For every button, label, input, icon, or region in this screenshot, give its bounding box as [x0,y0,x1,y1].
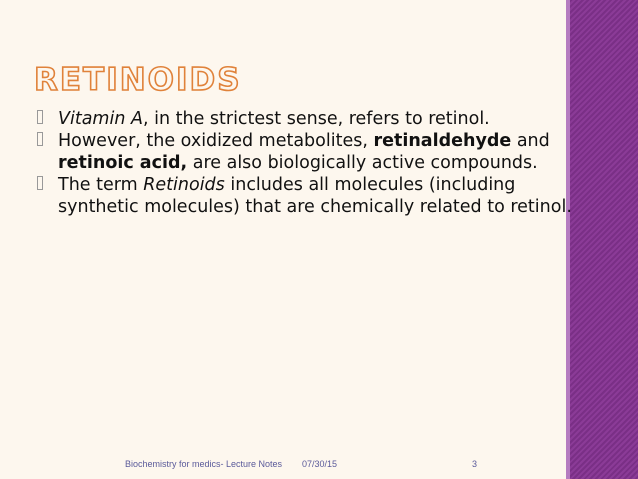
bullet-text-segment: However, the oxidized metabolites, [58,131,374,151]
bullet-marker-icon [37,110,43,124]
bullet-list [34,108,594,218]
decorative-sidebar [570,0,638,479]
bullet-text-segment: Retinoids [143,175,225,195]
bullet-item [34,108,594,130]
bullet-text-segment: , in the strictest sense, refers to retinol. [142,109,490,129]
bullet-item [34,130,594,174]
footer-page-number: 3 [472,459,478,469]
bullet-text-segment: are also biologically active compounds. [187,153,538,173]
footer-date: 07/30/15 [302,459,338,469]
bullet-marker-icon [37,176,43,190]
bullet-text-segment: and [511,131,550,151]
bullet-text-segment: retinoic acid, [58,153,188,173]
slide-title: RETINOIDS [34,62,242,98]
bullet-text-segment: Vitamin A [58,109,143,129]
bullet-marker-icon [37,132,43,146]
bullet-text-segment: includes all molecules (including synthetic molecules) that are chemically related to retinol. [58,175,572,217]
bullet-item [34,174,594,218]
bullet-text-segment: retinaldehyde [373,131,512,151]
footer-title: Biochemistry for medics- Lecture Notes [125,459,283,469]
bullet-text-segment: The term [58,175,144,195]
